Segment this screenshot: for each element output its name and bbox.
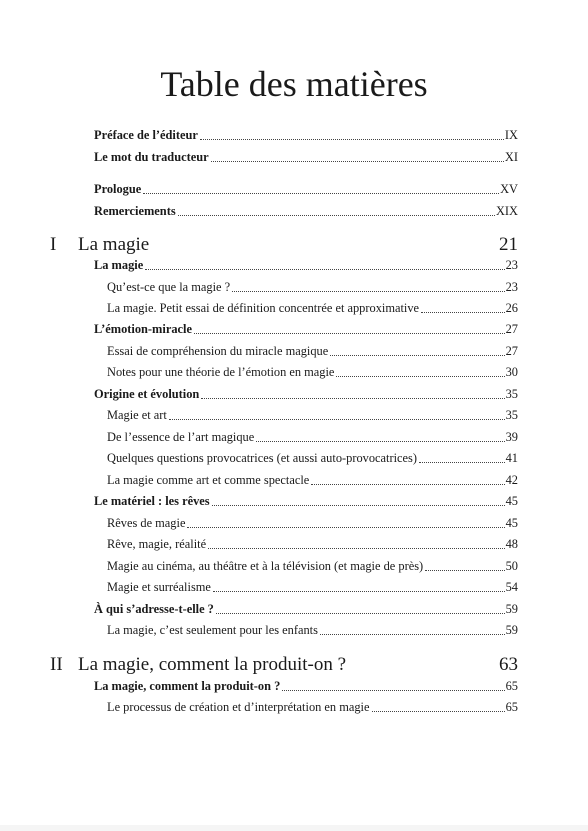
dot-leader bbox=[425, 562, 504, 571]
toc-entry-page: 23 bbox=[505, 280, 518, 294]
toc-section-a-qui[interactable] bbox=[94, 599, 518, 617]
toc-entry-page: IX bbox=[504, 128, 518, 142]
dot-leader bbox=[212, 497, 505, 506]
toc-entry-page: 65 bbox=[505, 679, 518, 693]
toc-entry-page: 59 bbox=[505, 602, 518, 616]
dot-leader bbox=[213, 583, 505, 592]
toc-entry-page: XI bbox=[504, 150, 518, 164]
toc-subsection[interactable] bbox=[107, 620, 518, 638]
toc-entry-label: Remerciements bbox=[94, 204, 176, 218]
dot-leader bbox=[194, 325, 505, 334]
toc-entry-page: 42 bbox=[505, 473, 518, 487]
toc-entry-label: De l’essence de l’art magique bbox=[107, 430, 255, 444]
dot-leader bbox=[200, 131, 504, 140]
toc-subsection[interactable] bbox=[107, 513, 518, 531]
dot-leader bbox=[336, 368, 504, 377]
toc-entry-page: 50 bbox=[505, 559, 518, 573]
toc-entry-page: 27 bbox=[505, 322, 518, 336]
toc-entry-page: 41 bbox=[505, 451, 518, 465]
toc-subsection[interactable] bbox=[107, 556, 518, 574]
toc-entry-remerciements[interactable] bbox=[94, 201, 518, 219]
toc-entry-label: L’émotion-miracle bbox=[94, 322, 192, 336]
page-title: Table des matières bbox=[160, 64, 428, 104]
toc-section-origine[interactable] bbox=[94, 384, 518, 402]
toc-subsection[interactable] bbox=[107, 341, 518, 359]
dot-leader bbox=[208, 540, 505, 549]
toc-entry-page: XIX bbox=[495, 204, 518, 218]
toc-entry-prologue[interactable] bbox=[94, 179, 518, 197]
toc-entry-label: Le mot du traducteur bbox=[94, 150, 209, 164]
toc-entry-page: 45 bbox=[505, 494, 518, 508]
toc-subsection[interactable] bbox=[107, 277, 518, 295]
dot-leader bbox=[232, 283, 504, 292]
toc-entry-label: Prologue bbox=[94, 182, 142, 196]
toc-entry-page: 65 bbox=[505, 700, 518, 714]
dot-leader bbox=[211, 153, 504, 162]
part-heading-2[interactable] bbox=[50, 652, 518, 676]
dot-leader bbox=[201, 390, 504, 399]
dot-leader bbox=[419, 454, 505, 463]
toc-entry-page: 54 bbox=[505, 580, 518, 594]
toc-entry-page: 30 bbox=[505, 365, 518, 379]
toc-entry-label: Magie et art bbox=[107, 408, 167, 422]
toc-entry-page: 59 bbox=[505, 623, 518, 637]
dot-leader bbox=[282, 682, 504, 691]
toc-entry-label: La magie, c’est seulement pour les enfants bbox=[107, 623, 318, 637]
dot-leader bbox=[372, 703, 505, 712]
toc-subsection[interactable] bbox=[107, 427, 518, 445]
toc-entry-label: Préface de l’éditeur bbox=[94, 128, 198, 142]
dot-leader bbox=[178, 207, 495, 216]
toc-entry-page: 39 bbox=[505, 430, 518, 444]
toc-entry-page: 23 bbox=[505, 258, 518, 272]
part-number: II bbox=[50, 654, 63, 675]
toc-entry-page: 26 bbox=[505, 301, 518, 315]
dot-leader bbox=[330, 347, 504, 356]
toc-section-materiel[interactable] bbox=[94, 491, 518, 509]
dot-leader bbox=[216, 605, 505, 614]
toc-subsection[interactable] bbox=[107, 405, 518, 423]
toc-entry-label: Magie au cinéma, au théâtre et à la télévision (et magie de près) bbox=[107, 559, 424, 573]
page-bottom-edge bbox=[0, 825, 588, 831]
toc-entry-label: Rêve, magie, réalité bbox=[107, 537, 207, 551]
toc-entry-page: 27 bbox=[505, 344, 518, 358]
toc-entry-label: Le matériel : les rêves bbox=[94, 494, 210, 508]
toc-entry-label: La magie. Petit essai de définition concentrée et approximative bbox=[107, 301, 420, 315]
toc-entry-page: 35 bbox=[505, 408, 518, 422]
part-number: I bbox=[50, 234, 57, 255]
toc-entry-label: Rêves de magie bbox=[107, 516, 186, 530]
dot-leader bbox=[169, 411, 505, 420]
toc-section-comment[interactable] bbox=[94, 676, 518, 694]
toc-entry-label: Quelques questions provocatrices (et aussi auto-provocatrices) bbox=[107, 451, 418, 465]
toc-subsection[interactable] bbox=[107, 298, 518, 316]
part-page: 21 bbox=[499, 234, 518, 255]
toc-subsection[interactable] bbox=[107, 697, 518, 715]
toc-entry-page: XV bbox=[500, 182, 518, 196]
toc-entry-page: 45 bbox=[505, 516, 518, 530]
toc-section-emotion-miracle[interactable] bbox=[94, 319, 518, 337]
toc-subsection[interactable] bbox=[107, 534, 518, 552]
part-title: La magie bbox=[78, 234, 150, 255]
toc-entry-label: La magie comme art et comme spectacle bbox=[107, 473, 310, 487]
toc-entry-label: Le processus de création et d’interprétation en magie bbox=[107, 700, 370, 714]
dot-leader bbox=[320, 626, 505, 635]
part-page: 63 bbox=[499, 654, 518, 675]
toc-entry-page: 35 bbox=[505, 387, 518, 401]
toc-entry-label: À qui s’adresse-t-elle ? bbox=[94, 602, 214, 616]
dot-leader bbox=[143, 185, 499, 194]
toc-entry-label: La magie bbox=[94, 258, 144, 272]
toc-subsection[interactable] bbox=[107, 362, 518, 380]
part-heading-1[interactable] bbox=[50, 232, 518, 256]
toc-section-la-magie[interactable] bbox=[94, 255, 518, 273]
toc-entry-label: Notes pour une théorie de l’émotion en magie bbox=[107, 365, 335, 379]
toc-entry-label: Magie et surréalisme bbox=[107, 580, 211, 594]
dot-leader bbox=[421, 304, 505, 313]
toc-entry-label: Qu’est-ce que la magie ? bbox=[107, 280, 231, 294]
toc-entry-label: Essai de compréhension du miracle magique bbox=[107, 344, 329, 358]
toc-entry-label: Origine et évolution bbox=[94, 387, 200, 401]
toc-entry-label: La magie, comment la produit-on ? bbox=[94, 679, 281, 693]
dot-leader bbox=[311, 476, 504, 485]
dot-leader bbox=[256, 433, 504, 442]
toc-entry-traducteur[interactable] bbox=[94, 147, 518, 165]
toc-entry-page: 48 bbox=[505, 537, 518, 551]
toc-subsection[interactable] bbox=[107, 448, 518, 466]
toc-subsection[interactable] bbox=[107, 470, 518, 488]
toc-entry-preface[interactable] bbox=[94, 125, 518, 143]
toc-subsection[interactable] bbox=[107, 577, 518, 595]
dot-leader bbox=[145, 261, 504, 270]
dot-leader bbox=[187, 519, 504, 528]
part-title: La magie, comment la produit-on ? bbox=[78, 654, 347, 675]
